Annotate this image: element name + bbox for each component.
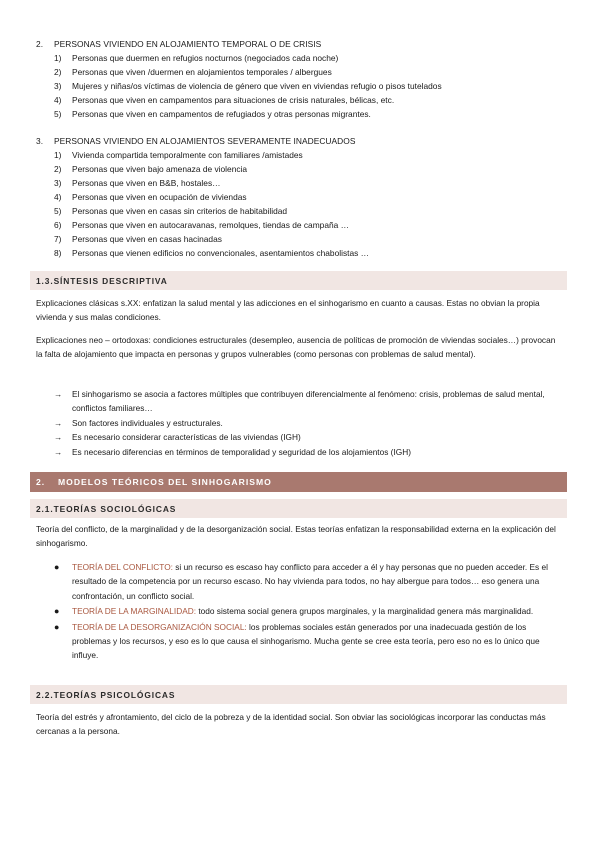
arrow-icon: → (54, 446, 63, 457)
list-heading (36, 134, 566, 148)
section-number: 2. (36, 477, 46, 487)
bullet-icon: ● (54, 621, 60, 632)
theory-term: TEORÍA DE LA MARGINALIDAD: (72, 606, 197, 617)
list-item: 5) Personas que viven en campamentos de refugiados y otras personas migrantes. (54, 109, 371, 119)
paragraph-neo-orthodox-explanations: Explicaciones neo – ortodoxas: condiciones estructurales (desempleo, ausencia de políticas de promoción de viviendas sociales…) provocan la falta de alojamiento que impacta en personas y grupos vulnerables (como personas con problemas de salud mental). (36, 335, 556, 360)
list-title: PERSONAS VIVIENDO EN ALOJAMIENTO TEMPORAL O DE CRISIS (54, 39, 322, 49)
list-temporary-accommodation (36, 37, 566, 121)
section-heading-2 (30, 472, 567, 492)
list-item: 3) Personas que viven en B&B, hostales… (54, 178, 221, 188)
list-heading (36, 37, 566, 51)
theory-term: TEORÍA DE LA DESORGANIZACIÓN SOCIAL: (72, 621, 247, 632)
arrow-item: → El sinhogarismo se asocia a factores múltiples que contribuyen diferencialmente al fenómeno: crisis, problemas de salud mental, conflictos familiares… (54, 387, 554, 416)
arrow-list (54, 387, 554, 459)
section-heading-2-1: 2.1.TEORÍAS SOCIOLÓGICAS (30, 499, 567, 518)
arrow-item: → Es necesario considerar características de las viviendas (IGH) (54, 430, 554, 444)
list-number: 3. (36, 136, 44, 146)
list-number: 2. (36, 39, 44, 49)
list-item: 4) Personas que viven en ocupación de viviendas (54, 192, 247, 202)
theory-term: TEORÍA DEL CONFLICTO: (72, 562, 173, 572)
bullet-icon: ● (54, 562, 60, 572)
arrow-item: → Es necesario diferencias en términos de temporalidad y seguridad de los alojamientos (IGH) (54, 445, 554, 459)
list-item: 2) Personas que viven bajo amenaza de violencia (54, 164, 248, 174)
list-item: 8) Personas que vienen edificios no convencionales, asentamientos chabolistas … (54, 248, 370, 258)
bullet-item-disorganization: ● TEORÍA DE LA DESORGANIZACIÓN SOCIAL: los problemas sociales están generados por una inadecuada gestión de los problemas y los recursos, y eso es lo que causa el sinhogarismo. Mucha gente se cree esta teoría, pero eso no es lo único que influye. (54, 620, 559, 663)
bullet-list-theories (54, 560, 559, 664)
arrow-icon: → (54, 389, 63, 399)
list-item: 2) Personas que viven /duermen en alojamientos temporales / albergues (54, 67, 332, 77)
list-inadequate-accommodation (36, 134, 566, 260)
list-item: 4) Personas que viven en campamentos para situaciones de crisis naturales, bélicas, etc. (54, 95, 395, 105)
paragraph-psychological-theories: Teoría del estrés y afrontamiento, del ciclo de la pobreza y de la identidad social. Son obviar las sociológicas incorporar las conductas más cercanas a la persona. (36, 712, 546, 737)
arrow-icon: → (54, 432, 63, 443)
list-item: 3) Mujeres y niñas/os víctimas de violencia de género que viven en viviendas refugio o pisos tutelados (54, 81, 442, 91)
arrow-item: → Son factores individuales y estructurales. (54, 416, 554, 430)
section-heading-2-2: 2.2.TEORÍAS PSICOLÓGICAS (30, 685, 567, 704)
bullet-icon: ● (54, 606, 60, 617)
list-item: 7) Personas que viven en casas hacinadas (54, 234, 222, 244)
section-heading-1-3: 1.3.SÍNTESIS DESCRIPTIVA (30, 271, 567, 290)
list-item: 1) Vivienda compartida temporalmente con familiares /amistades (54, 150, 303, 160)
paragraph-classic-explanations: Explicaciones clásicas s.XX: enfatizan la salud mental y las adicciones en el sinhogarismo en cuanto a causas. Estas no obvian la propia vivienda y sus malas condiciones. (36, 298, 540, 323)
paragraph-sociological-theories: Teoría del conflicto, de la marginalidad y de la desorganización social. Estas teorías enfatizan la responsabilidad externa en la explicación del sinhogarismo. (36, 524, 556, 549)
list-title: PERSONAS VIVIENDO EN ALOJAMIENTOS SEVERAMENTE INADECUADOS (54, 136, 356, 146)
list-item: 6) Personas que viven en autocaravanas, remolques, tiendas de campaña … (54, 220, 350, 230)
section-title: MODELOS TEÓRICOS DEL SINHOGARISMO (58, 477, 272, 487)
bullet-item-marginality: ● TEORÍA DE LA MARGINALIDAD: todo sistema social genera grupos marginales, y la marginalidad genera más marginalidad. (54, 604, 559, 618)
bullet-item-conflict: ● TEORÍA DEL CONFLICTO: si un recurso es escaso hay conflicto para acceder a él y hay personas que no pueden acceder. Es el resultado de la competencia por un recurso escaso. No hay vivienda para todos, no hay albergue para todos… eso genera una confrontación, un conflicto social. (54, 560, 559, 603)
list-item: 5) Personas que viven en casas sin criterios de habitabilidad (54, 206, 288, 216)
list-item: 1) Personas que duermen en refugios nocturnos (negociados cada noche) (54, 53, 339, 63)
arrow-icon: → (54, 417, 63, 428)
